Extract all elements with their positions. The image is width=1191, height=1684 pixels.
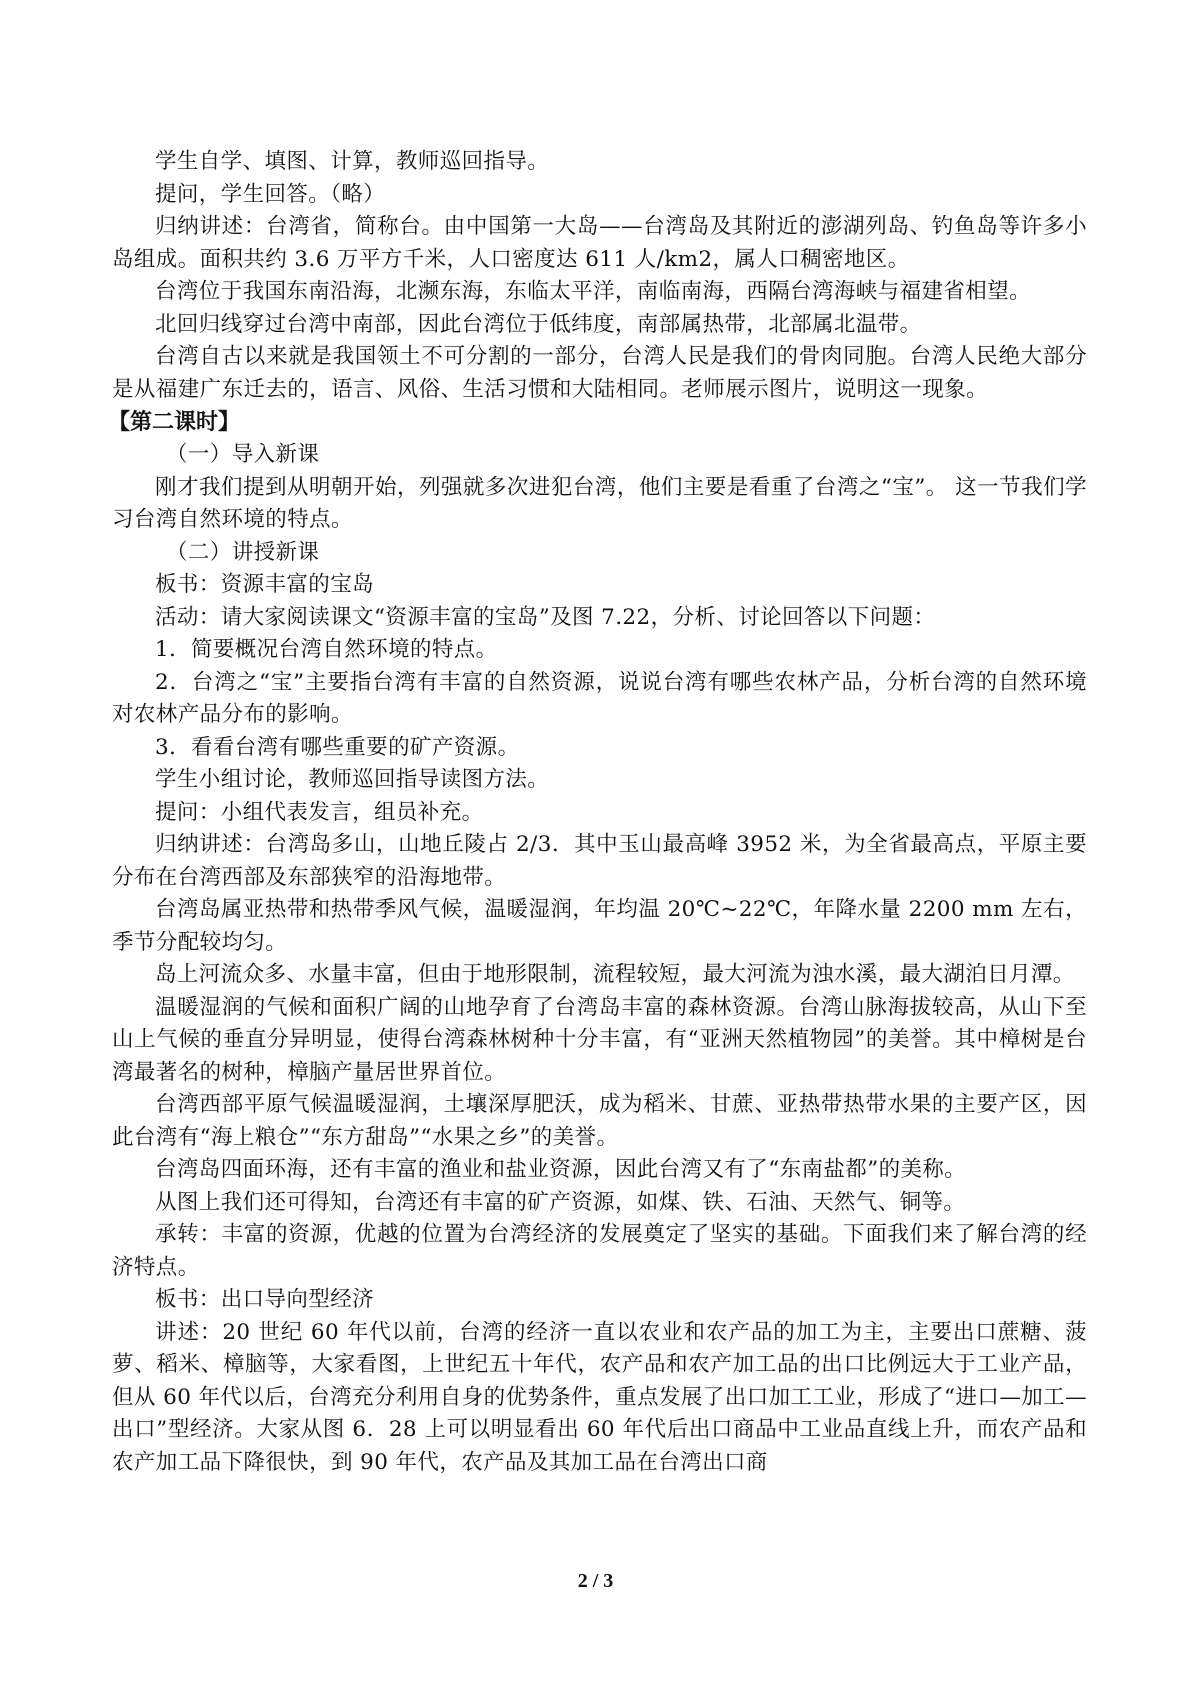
- paragraph-group-discussion: 学生小组讨论，教师巡回指导读图方法。: [155, 767, 550, 792]
- paragraph-activity: 活动：请大家阅读课文“资源丰富的宝岛”及图 7.22，分析、讨论回答以下问题：: [155, 604, 936, 630]
- paragraph-climate: 台湾岛属亚热带和热带季风气候，温暖湿润，年均温 20℃~22℃，年降水量 2200 mm 左右，季节分配较均匀。: [112, 897, 1087, 955]
- paragraph-question-answer: 提问，学生回答。（略）: [155, 181, 386, 207]
- paragraph-taiwan-history: 台湾自古以来就是我国领土不可分割的一部分，台湾人民是我们的骨肉同胞。台湾人民绝大部分是从福建广东迁去的，语言、风俗、生活习惯和大陆相同。老师展示图片，说明这一现象。: [112, 344, 1087, 402]
- lesson-heading: 【第二课时】: [108, 410, 241, 435]
- document-body: [108, 146, 1087, 1479]
- paragraph-intro: 刚才我们提到从明朝开始，列强就多次进犯台湾，他们主要是看重了台湾之“宝”。 这一节我们学习台湾自然环境的特点。: [112, 474, 1087, 532]
- paragraph-western-plains: 台湾西部平原气候温暖湿润，土壤深厚肥沃，成为稻米、甘蔗、亚热带热带水果的主要产区，因此台湾有“海上粮仓”“东方甜岛”“水果之乡”的美誉。: [112, 1092, 1087, 1150]
- section-heading-new-lesson: （二）讲授新课: [166, 539, 320, 565]
- paragraph-minerals: 从图上我们还可得知，台湾还有丰富的矿产资源，如煤、铁、石油、天然气、铜等。: [155, 1189, 966, 1215]
- paragraph-tropic-of-cancer: 北回归线穿过台湾中南部，因此台湾位于低纬度，南部属热带，北部属北温带。: [155, 311, 922, 337]
- paragraph-group-answer: 提问：小组代表发言，组员补充。: [155, 799, 484, 825]
- paragraph-summary-taiwan-province: 归纳讲述：台湾省，简称台。由中国第一大岛——台湾岛及其附近的澎湖列岛、钓鱼岛等许多小岛组成。面积共约 3.6 万平方千米，人口密度达 611 人/km2，属人口稠密地区。: [112, 214, 1087, 272]
- paragraph-rivers: 岛上河流众多、水量丰富，但由于地形限制，流程较短，最大河流为浊水溪，最大湖泊日月潭。: [155, 962, 1075, 987]
- paragraph-board-economy: 板书：出口导向型经济: [155, 1287, 375, 1312]
- question-item-3: 3．看看台湾有哪些重要的矿产资源。: [155, 734, 520, 760]
- question-item-1: 1．简要概况台湾自然环境的特点。: [155, 637, 498, 662]
- paragraph-fishery-salt: 台湾岛四面环海，还有丰富的渔业和盐业资源，因此台湾又有了“东南盐都”的美称。: [155, 1157, 967, 1182]
- paragraph-student-self-study: 学生自学、填图、计算，教师巡回指导。: [155, 149, 550, 174]
- paragraph-terrain: 归纳讲述：台湾岛多山，山地丘陵占 2/3．其中玉山最高峰 3952 米，为全省最高点，平原主要分布在台湾西部及东部狭窄的沿海地带。: [112, 832, 1087, 890]
- paragraph-board-resources: 板书：资源丰富的宝岛: [155, 572, 375, 597]
- paragraph-forests: 温暖湿润的气候和面积广阔的山地孕育了台湾岛丰富的森林资源。台湾山脉海拔较高，从山下至山上气候的垂直分异明显，使得台湾森林树种十分丰富，有“亚洲天然植物园”的美誉。其中樟树是台湾最著名的树种，樟脑产量居世界首位。: [112, 994, 1087, 1085]
- paragraph-taiwan-location: 台湾位于我国东南沿海，北濒东海，东临太平洋，南临南海，西隔台湾海峡与福建省相望。: [155, 279, 1032, 304]
- section-heading-intro: （一）导入新课: [166, 442, 320, 467]
- question-item-2: 2．台湾之“宝”主要指台湾有丰富的自然资源，说说台湾有哪些农林产品，分析台湾的自然环境对农林产品分布的影响。: [112, 669, 1087, 727]
- page-number: 2 / 3: [577, 1570, 614, 1592]
- paragraph-economy-lecture: 讲述：20 世纪 60 年代以前，台湾的经济一直以农业和农产品的加工为主，主要出口蔗糖、菠萝、稻米、樟脑等，大家看图，上世纪五十年代，农产品和农产加工品的出口比例远大于工业产品，但从 60 年代以后，台湾充分利用自身的优势条件，重点发展了出口加工工业，形成了“进口—加工—出口”型经济。大家从图 6．28 上可以明显看出 60 年代后出口商品中工业品直线上升，而农产品和农产加工品下降很快，到 90 年代，农产品及其加工品在台湾出口商: [112, 1319, 1087, 1475]
- paragraph-transition: 承转：丰富的资源，优越的位置为台湾经济的发展奠定了坚实的基础。下面我们来了解台湾的经济特点。: [112, 1222, 1087, 1280]
